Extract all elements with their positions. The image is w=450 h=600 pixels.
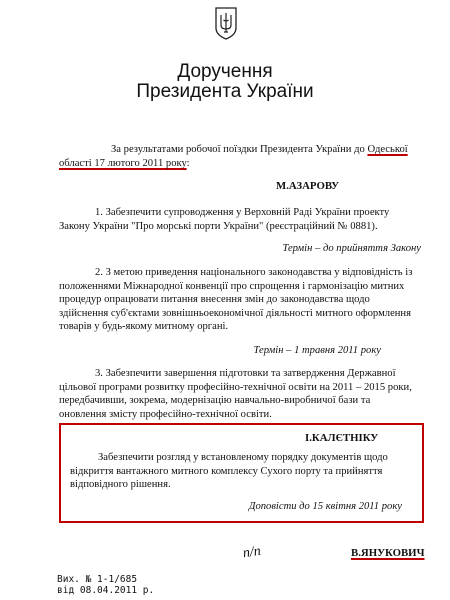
item-2-line: товарів у будь-якому митному органі. <box>59 321 229 333</box>
addressee-azarov: М.АЗАРОВУ <box>276 180 340 192</box>
box-line: відповідного рішення. <box>70 479 171 491</box>
item-2-line: здійснення суб'єктами зовнішньоекономічної діяльності митного оформлення <box>59 307 411 319</box>
box-line: Забезпечити розгляд у встановленому порядку документів щодо <box>98 452 388 463</box>
title-line-1: Доручення <box>177 61 273 82</box>
title-line-2: Президента України <box>136 81 314 102</box>
registration-date: від 08.04.2011 р. <box>57 585 155 596</box>
item-3-line: цільової програми розвитку професійно-технічної освіти на 2011 – 2015 роки, <box>59 381 412 393</box>
item-1-line: Закону України "Про морські порти України" (реєстраційний № 0881). <box>59 220 378 232</box>
intro-colon: : <box>186 158 190 169</box>
handwritten-mark: п/п <box>241 543 262 562</box>
item-1-line: 1. Забезпечити супроводження у Верховній Раді України проекту <box>95 207 390 218</box>
item-1-deadline: Термін – до прийняття Закону <box>282 243 421 254</box>
intro-paragraph <box>111 143 421 157</box>
box-line: відкриття вантажного митного комплексу Сухого порту та прийняття <box>70 465 383 477</box>
intro-highlight-region: Одеської <box>367 144 408 155</box>
coat-of-arms-icon <box>214 6 238 40</box>
item-3 <box>59 367 421 421</box>
item-3-line: 3. Забезпечити завершення підготовки та затвердження Державної <box>95 368 396 379</box>
signatory-name-text: В.ЯНУКОВИЧ <box>351 547 425 559</box>
item-2 <box>59 266 421 334</box>
box-deadline: Доповісти до 15 квітня 2011 року <box>248 501 402 512</box>
item-3-line: передбачивши, зокрема, модернізацію навчально-виробничої бази та <box>59 395 371 407</box>
registration-stamp <box>57 574 154 596</box>
box-paragraph <box>70 451 415 492</box>
item-2-line: процедур опрацювати питання внесення змін до законодавства щодо <box>59 294 370 306</box>
intro-text: За результатами робочої поїздки Президента України до <box>111 144 365 155</box>
signatory-name <box>351 547 425 559</box>
document-title <box>0 62 450 102</box>
item-2-line: положеннями Міжнародної конвенції про спрощення і гармонізацію митних <box>59 280 405 292</box>
item-1 <box>59 206 421 233</box>
item-3-line: оновлення змісту професійно-технічної освіти. <box>59 408 272 420</box>
registration-number: Вих. № 1-1/685 <box>57 574 138 585</box>
intro-paragraph-cont <box>59 157 359 171</box>
intro-highlight-date: області 17 лютого 2011 року <box>59 158 187 169</box>
addressee-kaletnik: І.КАЛЄТНІКУ <box>305 432 379 444</box>
item-2-deadline: Термін – 1 травня 2011 року <box>253 345 381 356</box>
item-2-line: 2. З метою приведення національного законодавства у відповідність із <box>95 267 413 278</box>
